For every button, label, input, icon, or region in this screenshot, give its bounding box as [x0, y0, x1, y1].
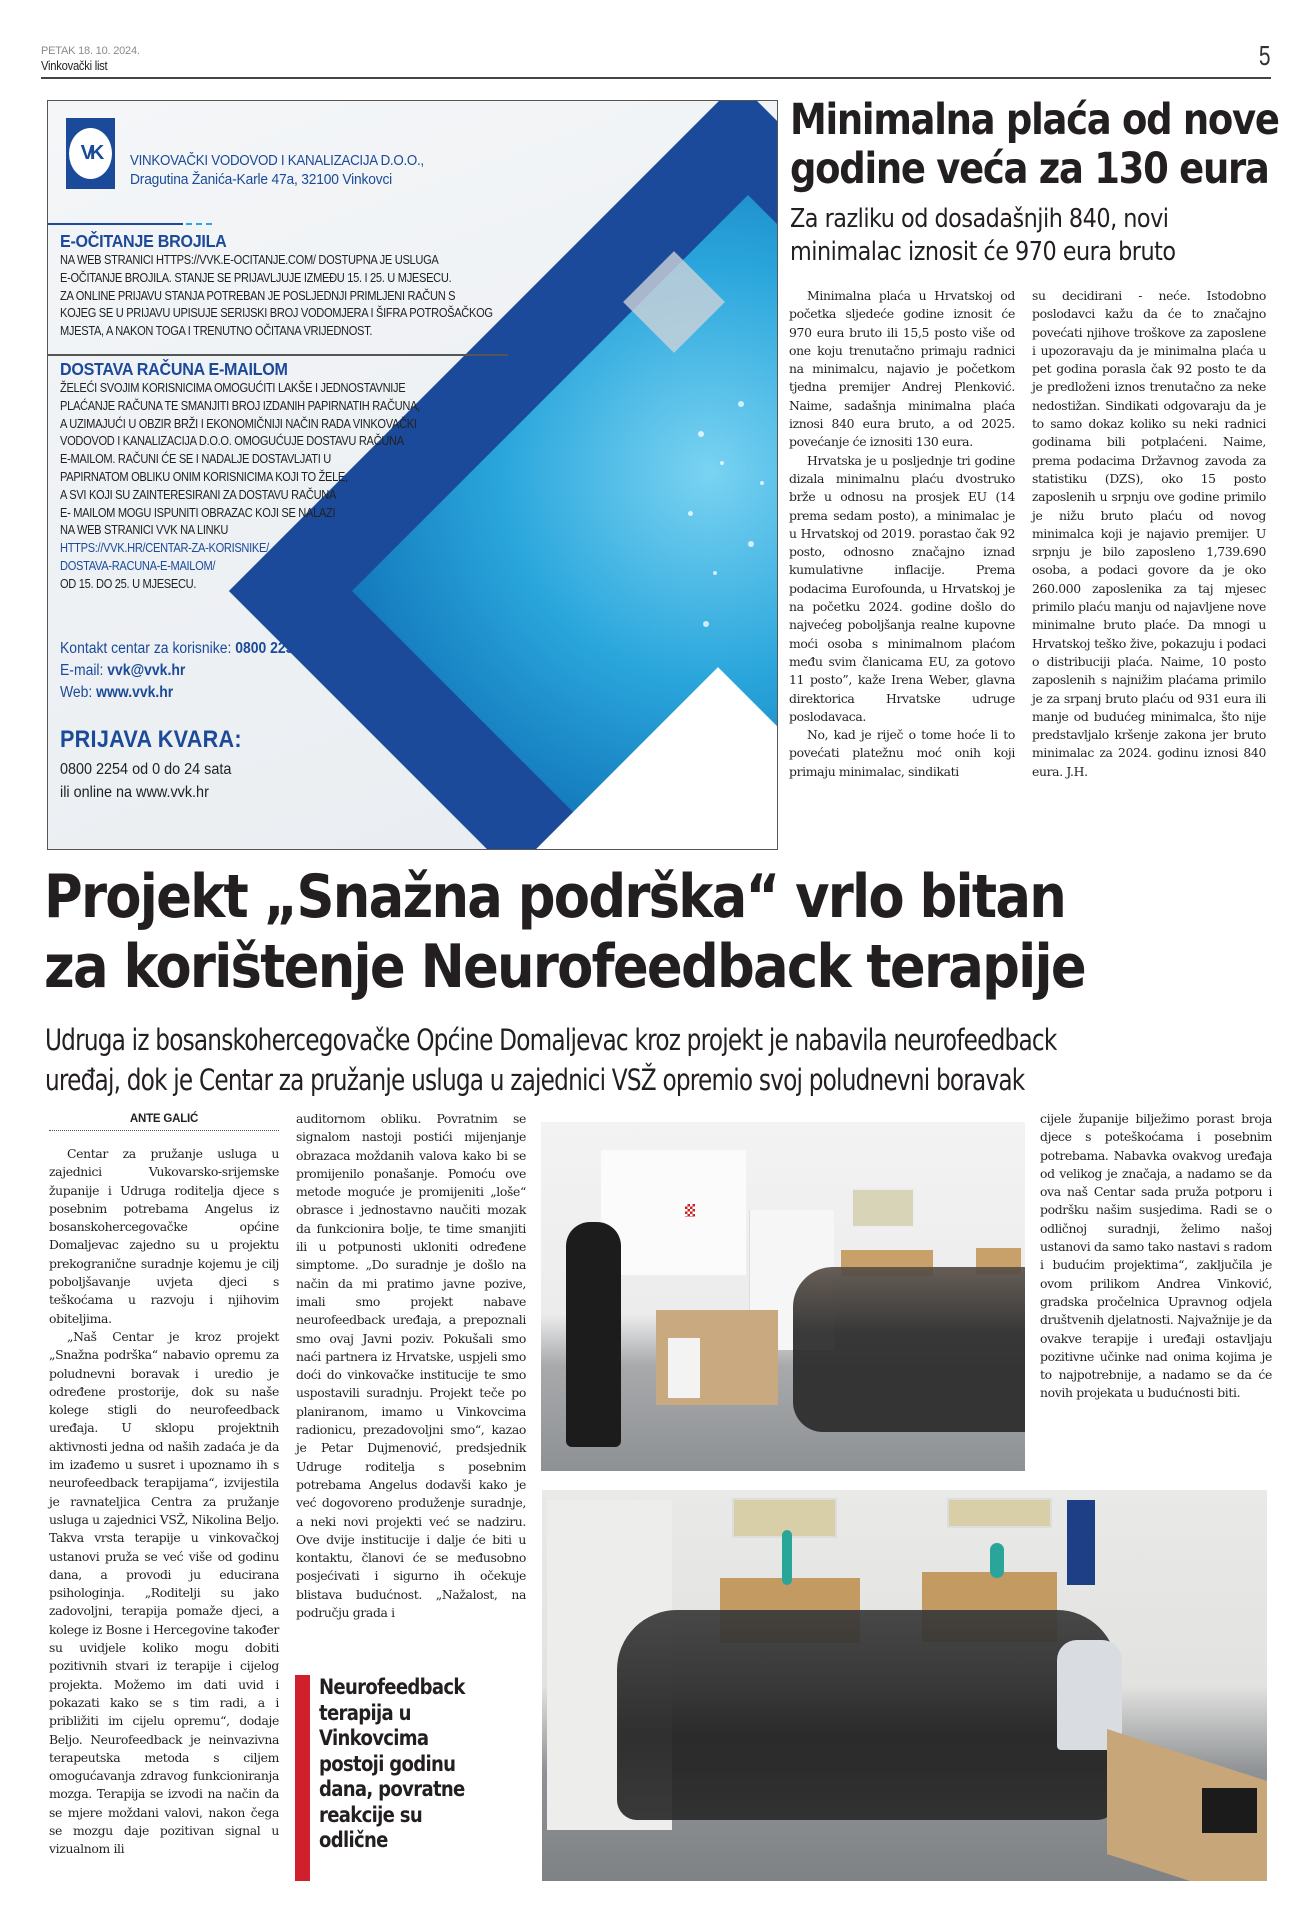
- ad-line: OD 15. DO 25. U MJESECU.: [60, 576, 197, 591]
- ad-billing-link[interactable]: DOSTAVA-RACUNA-E-MAILOM/: [60, 558, 216, 573]
- ad-line: KOJEG SE U PRIJAVU UPISUJE SERIJSKI BROJ VODOMJERA I ŠIFRA POTROŠAČKOG: [60, 306, 493, 321]
- paragraph: Minimalna plaća u Hrvatskoj od početka sljedeće godine iznosit će 970 eura bruto ili 15,5 posto više od one koju trenutačno primaju radnici na minimalcu, najavio je početkom tjedna premijer Andrej Plenković. Naime, sadašnja minimalna plaća iznosi 840 eura bruto, a od 2025. povećanje će iznositi 130 eura.: [789, 288, 1015, 450]
- hanging-bag: [1067, 1500, 1095, 1585]
- pull-quote-line: reakcije su: [319, 1802, 423, 1827]
- neuro-article-column-3: [1040, 1110, 1272, 1403]
- headline-line: za korištenje Neurofeedback terapije: [44, 932, 1085, 1002]
- wage-article-subheadline: [790, 203, 1176, 269]
- projection-screen: [601, 1150, 746, 1275]
- ad-website[interactable]: www.vvk.hr: [96, 684, 174, 701]
- wage-article-headline: [790, 95, 1279, 194]
- audience: [617, 1610, 1117, 1820]
- ad-line: VODOVOD I KANALIZACIJA D.O.O. OMOGUĆUJE DOSTAVU RAČUNA: [60, 434, 404, 449]
- issue-date: PETAK 18. 10. 2024.: [41, 45, 140, 57]
- ad-section-heading: DOSTAVA RAČUNA E-MAILOM: [60, 359, 288, 379]
- ad-company-address: Dragutina Žanića-Karle 47a, 32100 Vinkovci: [130, 171, 393, 188]
- ad-divider-dashes: [186, 223, 214, 225]
- headline-line: Projekt „Snažna podrška“ vrlo bitan: [44, 862, 1066, 932]
- pull-quote-text: [319, 1675, 465, 1854]
- paragraph: Hrvatska je u posljednje tri godine dizala minimalnu plaću dvostruko brže u odnosu na prosjek EU (14 prema sedam posto), a minimalac je u Hrvatskoj od 2019. porastao čak 92 posto, odnosno značajno iznad kumulativne inflacije. Prema podacima Eurofounda, u Hrvatskoj je na početku 2024. godine došlo do najvećeg poboljšanja realne kupovne moći osoba s minimalnom plaćom među svim članicama EU, za gotovo 11 posto”, kaže Irena Weber, glavna direktorica Hrvatske udruge poslodavaca.: [789, 452, 1015, 724]
- ad-section-heading: E-OČITANJE BROJILA: [60, 231, 227, 251]
- headline-line: Minimalna plaća od nove: [790, 95, 1279, 145]
- ad-line: E-OČITANJE BROJILA. STANJE SE PRIJAVLJUJE IZMEĐU 15. I 25. U MJESECU.: [60, 270, 452, 285]
- presenter: [566, 1222, 621, 1447]
- subheadline-line: Za razliku od dosadašnjih 840, novi: [790, 204, 1169, 234]
- ad-company-name: VINKOVAČKI VODOVOD I KANALIZACIJA D.O.O.,: [130, 153, 424, 169]
- pull-quote-line: Vinkovcima: [319, 1726, 429, 1750]
- ad-fault-line: ili online na www.vvk.hr: [60, 784, 209, 801]
- ad-line: E-MAILOM. RAČUNI ĆE SE I NADALJE DOSTAVLJATI U: [60, 452, 331, 467]
- neuro-article-headline: [44, 862, 1085, 1002]
- ad-line: A SVI KOJI SU ZAINTERESIRANI ZA DOSTAVU RAČUNA: [60, 487, 337, 502]
- desk-poster: [668, 1338, 700, 1398]
- ad-fault-line: 0800 2254 od 0 do 24 sata: [60, 761, 232, 778]
- ad-web-label: Web:: [60, 684, 97, 701]
- paragraph: „Naš Centar je kroz projekt „Snažna podrška“ nabavio opremu za poludnevni boravak i uredio je određene prostorije, dok su naše kolege stigli do neurofeedback uređaja. U sklopu projektnih aktivnosti jedna od naših zadaća je da im izađemo u susret i upoznamo ih s neurofeedback terapijama“, izvijestila je ravnateljica Centra za pružanje usluga u zajednici VSŽ, Nikolina Beljo. Takva vrsta terapije u vinkovačkoj ustanovi pruža se već više od godinu dana, a provodi ju educirana psihologinja. „Roditelji su jako zadovoljni, terapija pomaže djeci, a kolege iz Bosne i Hercegovine također su uvidjele koliko mogu dobiti pozitivnih stvari iz terapije i cijelog projekta. Možemo im dati uvid i pokazati kako se s tim radi, a i približiti im cijelu opremu“, dodaje Beljo. Neurofeedback je neinvazivna terapeutska metoda s ciljem omogućavanja zdravog funkcioniranja mozga. Terapija se izvodi na način da se mjere moždani valovi, nakon čega se mozgu daje pozitivan signal u vizualnom ili: [49, 1328, 279, 1857]
- ad-line: ŽELEĆI SVOJIM KORISNICIMA OMOGUĆITI LAKŠE I JEDNOSTAVNIJE: [60, 381, 406, 395]
- header-rule: [41, 77, 1271, 79]
- pull-quote-line: odlične: [319, 1828, 388, 1852]
- cactus-decoration: [782, 1530, 792, 1585]
- cactus-decoration: [990, 1543, 1004, 1578]
- ad-phone[interactable]: 0800 2254: [235, 640, 302, 657]
- audience: [793, 1267, 1025, 1432]
- photo-presentation: [541, 1122, 1025, 1471]
- pull-quote-bar: [295, 1675, 310, 1881]
- ad-email[interactable]: vvk@vvk.hr: [107, 662, 186, 679]
- ad-billing-link[interactable]: HTTPS://VVK.HR/CENTAR-ZA-KORISNIKE/: [60, 541, 269, 556]
- ad-fault-info: [60, 758, 231, 804]
- wage-article-column-2: [1032, 287, 1266, 781]
- byline: ANTE GALIĆ: [49, 1113, 279, 1131]
- pull-quote-line: dana, povratne: [319, 1777, 465, 1801]
- ad-fault-heading: PRIJAVA KVARA:: [60, 726, 242, 753]
- ad-section-rule: [48, 354, 508, 356]
- ad-email-label: E-mail:: [60, 662, 108, 679]
- ad-contact-block: [60, 638, 301, 704]
- paragraph: No, kad je riječ o tome hoće li to povećati platežnu moć onih koji primaju minimalac, sindikati: [789, 727, 1015, 779]
- window: [947, 1498, 1052, 1528]
- ad-line: A UZIMAJUĆI U OBZIR BRŽI I EKONOMIČNIJI NAČIN RADA VINKOVAČKI: [60, 416, 417, 431]
- subheadline-line: Udruga iz bosanskohercegovačke Općine Domaljevac kroz projekt je nabavila neurofeedback: [45, 1023, 1057, 1057]
- ad-section-e-reading: [60, 231, 552, 341]
- pull-quote-line: postoji godinu: [319, 1751, 456, 1776]
- headline-line: godine veća za 130 eura: [790, 144, 1269, 194]
- neuro-article-column-1: [49, 1145, 279, 1859]
- pull-quote-line: Neurofeedback: [319, 1675, 465, 1699]
- neuro-article-subheadline: [45, 1020, 1057, 1100]
- page-number: 5: [1259, 40, 1271, 71]
- ad-section-email-billing: [60, 359, 469, 594]
- ad-line: PAPIRNATOM OBLIKU ONIM KORISNICIMA KOJI TO ŽELE,: [60, 469, 348, 484]
- ad-line: E- MAILOM MOGU ISPUNITI OBRAZAC KOJI SE NALAZI: [60, 505, 336, 520]
- paragraph: su decidirani - neće. Istodobno poslodavci kažu da će to značajno povećati njihove troškove za zaposlene i upozoravaju da je minimalna plaća u pet godina porasla čak 92 posto te da je predloženi iznos trenutačno za neke nedostižan. Sindikati odgovaraju da je to samo dokaz koliko su neki radnici godinama bili potplaćeni. Naime, prema podacima Državnog zavoda za statistiku (DZS), oko 15 posto zaposlenih u srpnju ove godine primilo je nižu bruto plaću od novog minimalca koji je najavio premijer. U srpnju je bilo zaposleno 1,739.690 osoba, a podaci govore da je oko 260.000 zaposlenika za taj mjesec primilo plaću manju od najavljene nove minimalne bruto plaće. Da mnogi u Hrvatskoj teško žive, pokazuju i podaci o distribuciji plaća. Naime, 10 posto zaposlenih s najnižim plaćama primilo je za srpanj bruto plaću od 931 eura ili manje od budućeg minimalca, što nije predstavljalo kršenje zakona jer bruto minimalac za 2024. godinu iznosi 840 eura. J.H.: [1032, 288, 1266, 779]
- croatian-coat-of-arms: [685, 1204, 695, 1217]
- vvk-logo: [66, 118, 115, 189]
- ad-line: MJESTA, A NAKON TOGA I TRENUTNO OČITANA VRIJEDNOST.: [60, 324, 373, 339]
- ad-divider: [48, 223, 183, 225]
- pull-quote-line: terapija u: [319, 1700, 411, 1725]
- paragraph: auditornom obliku. Povratnim se signalom nastoji postići mijenjanje obrazaca moždanih valova kako bi se promijenilo ponašanje. Pomoću ove metode moguće je promijeniti „loše“ obrasce i jednostavno naučiti mozak da funkcionira bolje, te time smanjiti ili u potpunosti ukloniti određene simptome. „Do suradnje je došlo na način da mi pratimo javne pozive, imali smo projekt nabave neurofeedback uređaja, a prepoznali smo ovaj Javni poziv. Pokušali smo naći partnera iz Hrvatske, uspjeli smo doći do vinkovačke institucije te smo uspostavili suradnju. Projekt teče po planiranom, imamo u Vinkovcima radionicu, prezadovoljni smo“, kazao je Petar Dujmenović, predsjednik Udruge roditelja s posebnim potrebama Angelus dodavši kako je već dogovoreno produženje suradnje, a neki novi projekti već se nadziru. Ove dvije institucije i dalje će biti u kontaktu, članovi će se međusobno posjećivati i sigurno ih očekuje blistava budućnost. „Nažalost, na području grada i: [296, 1111, 526, 1621]
- subheadline-line: minimalac iznosit će 970 eura bruto: [790, 237, 1176, 267]
- paragraph: cijele županije bilježimo porast broja djece s poteškoćama i posebnim potrebama. Nabavka ovakvog uređaja od velikog je značaja, a nadamo se da ova naš Centar sada pruža potporu i podršku našim susjedima. Radi se o odličnoj suradnji, želimo našoj ustanovi da samo tako nastavi s radom i budućim projektima“, zaključila je ovom prilikom Andrea Vinković, gradska pročelnica Upravnog odjela društvenih djelatnosti. Najvažnije je da ovakve terapije i uređaji ostavljaju pozitivne učinke nad onima kojima je to najpotrebnije, a nadamo se da će novih projekata u budućnosti biti.: [1040, 1111, 1272, 1401]
- ad-line: ZA ONLINE PRIJAVU STANJA POTREBAN JE POSLJEDNJI PRIMLJENI RAČUN S: [60, 288, 456, 303]
- photo-audience: [542, 1490, 1267, 1881]
- vvk-advertisement: [47, 100, 778, 850]
- ad-line: PLAĆANJE RAČUNA TE SMANJITI BROJ IZDANIH PAPIRNATIH RAČUNA,: [60, 398, 420, 413]
- subheadline-line: uređaj, dok je Centar za pružanje usluga u zajednici VSŽ opremio svoj poludnevni boravak: [45, 1063, 1025, 1097]
- paragraph: Centar za pružanje usluga u zajednici Vukovarsko-srijemske županije i Udruga roditelja djece s posebnim potrebama Angelus iz bosanskohercegovačke općine Domaljevac zajedno su u projektu prekogranične suradnje kojemu je cilj poboljšavanje uvjeta djeci s teškoćama u razvoju i njihovim obiteljima.: [49, 1146, 279, 1326]
- ad-line: NA WEB STRANICI HTTPS://VVK.E-OCITANJE.COM/ DOSTUPNA JE USLUGA: [60, 253, 439, 267]
- pull-quote: [295, 1675, 515, 1885]
- neuro-article-column-2: [296, 1110, 526, 1622]
- vvk-logo-mark: VK: [69, 128, 112, 179]
- projector: [1202, 1788, 1257, 1833]
- ad-phone-label: Kontakt centar za korisnike:: [60, 640, 236, 657]
- wage-article-column-1: [789, 287, 1015, 781]
- ad-line: NA WEB STRANICI VVK NA LINKU: [60, 523, 229, 538]
- window: [851, 1188, 915, 1228]
- newspaper-name: Vinkovački list: [41, 59, 108, 73]
